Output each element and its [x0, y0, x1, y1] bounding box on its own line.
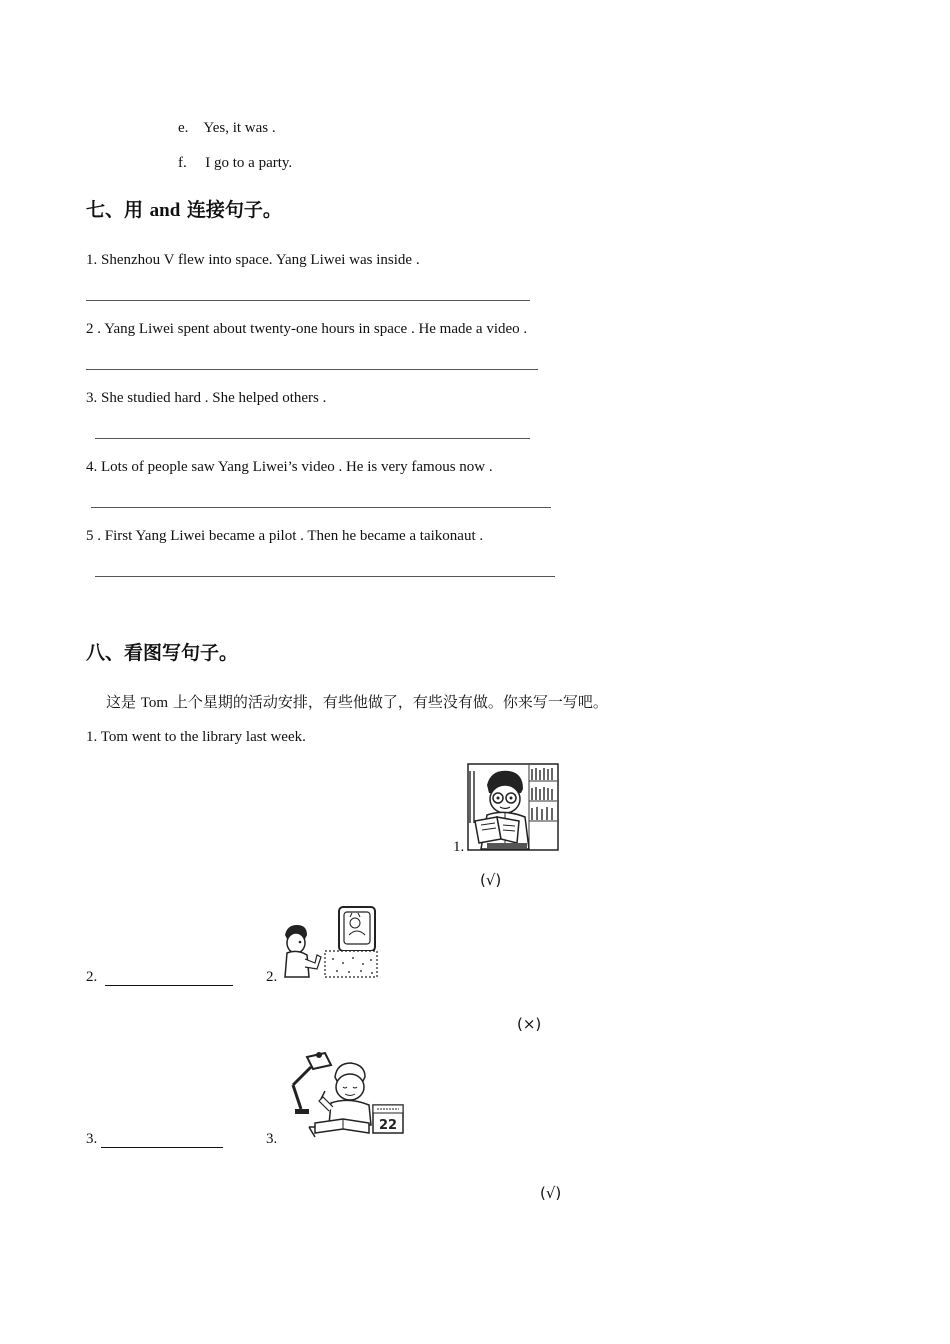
answer-3 [86, 1130, 223, 1148]
answer-2-label: 2. [86, 969, 98, 985]
sentence-item-5: 5 . First Yang Liwei became a pilot . Then he became a taikonaut . [86, 528, 484, 544]
option-f [178, 154, 292, 172]
section7-title-rest: 连接句子。 [186, 199, 282, 221]
watching-tv-illustration [281, 905, 379, 981]
pic3-label: 3. [266, 1131, 278, 1147]
pic3-mark: (√) [540, 1184, 562, 1202]
section8-instruction [106, 693, 608, 712]
answer-2 [86, 968, 233, 986]
answer-2-blank[interactable] [105, 971, 233, 986]
answer-line-3[interactable] [95, 438, 530, 439]
answer-line-2[interactable] [86, 369, 538, 370]
pic1-mark: (√) [480, 871, 502, 889]
sentence-item-3: 3. She studied hard . She helped others . [86, 390, 327, 406]
option-text: I go to a party. [205, 155, 293, 171]
instruction-post: 上个星期的活动安排，有些他做了，有些没有做。你来写一写吧。 [172, 693, 608, 711]
pic1-label: 1. [453, 839, 465, 855]
option-letter: e. [178, 120, 189, 136]
instruction-pre: 这是 [106, 693, 137, 711]
option-letter: f. [178, 155, 187, 171]
pic2-mark: (×) [517, 1015, 542, 1033]
sentence-item-4: 4. Lots of people saw Yang Liwei’s video . He is very famous now . [86, 459, 493, 475]
sentence-item-1: 1. Shenzhou V flew into space. Yang Liwei was inside . [86, 252, 420, 268]
studying-desk-illustration [285, 1047, 409, 1139]
calendar-number: 22 [378, 1118, 398, 1133]
section7-heading [86, 199, 282, 222]
instruction-name: Tom [140, 695, 169, 711]
example-sentence: 1. Tom went to the library last week. [86, 729, 306, 745]
answer-line-4[interactable] [91, 507, 551, 508]
sentence-item-2: 2 . Yang Liwei spent about twenty-one hours in space . He made a video . [86, 321, 528, 337]
answer-line-5[interactable] [95, 576, 555, 577]
answer-3-label: 3. [86, 1131, 98, 1147]
option-e [178, 119, 276, 137]
library-reading-illustration [467, 763, 559, 851]
option-text: Yes, it was . [203, 120, 276, 136]
section7-keyword: and [149, 200, 181, 221]
section7-number: 七、用 [86, 199, 144, 221]
answer-3-blank[interactable] [101, 1133, 223, 1148]
pic2-label: 2. [266, 969, 278, 985]
section8-heading: 八、看图写句子。 [86, 642, 239, 664]
answer-line-1[interactable] [86, 300, 530, 301]
